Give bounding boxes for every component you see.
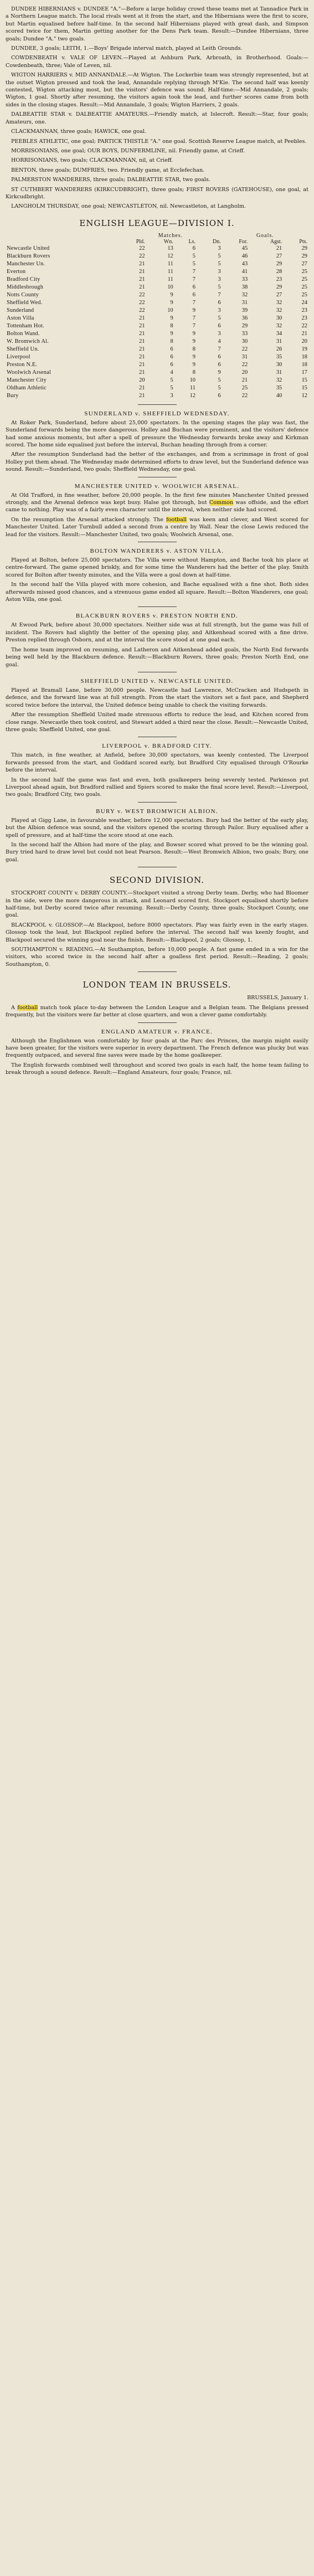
stat-cell: 30 (276, 315, 282, 321)
stat-cell: 31 (241, 299, 248, 306)
stat-cell: 5 (218, 284, 221, 290)
report-paragraph: After the resumption Sheffield United made strenuous efforts to reduce the lead, and Kitchen scored from close range. Newcastle then took control, and Stewart added a third near the close. Result:—Newcastle United, three goals; Sheffield United, one goal. (6, 712, 308, 733)
stat-cell: 6 (218, 353, 221, 360)
stat-cell: 7 (192, 299, 195, 306)
stat-cell: 25 (301, 268, 307, 275)
stat-cell: 6 (192, 245, 195, 251)
match-reports (6, 404, 308, 863)
stat-cell: 9 (170, 299, 173, 306)
stat-cell: 9 (170, 330, 173, 337)
team-name: Manchester Un. (7, 260, 45, 267)
stat-cell: 8 (192, 346, 195, 352)
report-paragraph: STOCKPORT COUNTY v. DERBY COUNTY.—Stockport visited a strong Derby team. Derby, who had Bloomer in the side, were the more dangerous in attack, and Leonard scored first. Stockport equalised shortly before half-time, but Derby scored twice after resuming. Result:—Derby County, three goals; Stockport County, one goal. (6, 890, 308, 919)
stat-cell: 30 (276, 361, 282, 368)
stat-cell: 9 (192, 338, 195, 345)
team-name: Bradford City (7, 276, 40, 282)
dateline: BRUSSELS, January 1. (247, 995, 308, 1001)
highlighted-term: football (166, 516, 187, 523)
stat-cell: 35 (276, 353, 282, 360)
text-run: A (11, 1004, 18, 1011)
report-paragraph: In the second half the Villa played with more cohesion, and Bache equalised with a fine shot. Both sides afterwards missed good chances, and a strenuous game ended all square. Result:—Bolton Wanderers, one goal; Aston Villa, one goal. (6, 582, 308, 603)
team-name: Woolwich Arsenal (7, 369, 51, 376)
stat-cell: 21 (139, 392, 145, 399)
match-heading: SHEFFIELD UNITED v. NEWCASTLE UNITED. (80, 677, 234, 685)
team-name: W. Bromwich Al. (7, 338, 49, 345)
stat-cell: 21 (139, 338, 145, 345)
report-paragraph: After the resumption Sunderland had the better of the exchanges, and from a scrimmage in front of goal Holley put them ahead. The Wednesday made determined efforts to draw level, but the Sunderland defence was sound. Result:—Sunderland, two goals; Sheffield Wednesday, one goal. (6, 451, 308, 473)
stat-cell: 22 (139, 245, 145, 251)
table-row (6, 253, 308, 260)
stat-cell: 22 (241, 392, 248, 399)
column-header: Wn. (163, 238, 173, 245)
report-paragraph: At Ewood Park, before about 30,000 spectators. Neither side was at full strength, but the game was full of incident. The Rovers had slightly the better of the opening play, and Aitkenhead scored with a fine drive. Preston replied through Osborn, and at the interval the score stood at one goal each. (6, 622, 308, 644)
stat-cell: 27 (276, 253, 282, 259)
stat-cell: 5 (170, 384, 173, 391)
stat-cell: 7 (192, 315, 195, 321)
stat-cell: 9 (192, 307, 195, 313)
stat-cell: 36 (241, 315, 248, 321)
stat-cell: 20 (241, 369, 248, 376)
table-row (6, 291, 308, 299)
table-row (6, 346, 308, 353)
stat-cell: 19 (301, 346, 307, 352)
stat-cell: 31 (276, 338, 282, 345)
stat-cell: 9 (192, 330, 195, 337)
team-name: Middlesbrough (7, 284, 44, 290)
report-paragraph: BLACKPOOL v. GLOSSOP.—At Blackpool, before 8000 spectators. Play was fairly even in the early stages. Glossop took the lead, but Blackpool replied before the interval. The second half was keenly fought, and Blackpool secured the winning goal near the finish. Result:—Blackpool, 2 goals; Glossop, 1. (6, 922, 308, 943)
team-name: Blackburn Rovers (7, 253, 50, 259)
report-paragraph: In the second half the Albion had more of the play, and Bowser scored what proved to be the winning goal. Bury tried hard to draw level but could not beat Pearson. Result:—West Bromwich Albion, two goals; Bury, one goal. (6, 842, 308, 863)
stat-cell: 21 (139, 346, 145, 352)
table-row (6, 369, 308, 377)
stat-cell: 21 (139, 268, 145, 275)
stat-cell: 3 (218, 245, 221, 251)
stat-cell: 6 (218, 299, 221, 306)
stat-cell: 23 (301, 315, 307, 321)
result-paragraph: LANGHOLM THURSDAY, one goal; NEWCASTLETON, nil. Newcastleton, at Langholm. (11, 203, 246, 210)
result-paragraph: CLACKMANNAN, three goals; HAWICK, one goal. (11, 128, 147, 135)
stat-cell: 39 (241, 307, 248, 313)
team-name: Newcastle United (7, 245, 50, 251)
stat-cell: 5 (170, 377, 173, 383)
league-table (6, 233, 308, 400)
stat-cell: 20 (139, 377, 145, 383)
league-table-group-header (6, 233, 308, 239)
stat-cell: 3 (170, 392, 173, 399)
stat-cell: 18 (301, 353, 307, 360)
stat-cell: 8 (192, 369, 195, 376)
stat-cell: 9 (170, 315, 173, 321)
result-paragraph: MORRISONIANS, one goal; OUR BOYS, DUNFERMLINE, nil. Friendly game, at Crieff. (11, 147, 245, 154)
team-name: Aston Villa (7, 315, 34, 321)
stat-cell: 3 (218, 276, 221, 282)
text-run: On the resumption the Arsenal attacked strongly. The (11, 516, 167, 523)
stat-cell: 21 (139, 315, 145, 321)
report-paragraph: This match, in fine weather, at Anfield, before 30,000 spectators, was keenly contested. The Liverpool forwards pressed from the start, and Goddard scored early, but Bradford City equalised through O'Rourke before the interval. (6, 752, 308, 774)
match-heading: BURY v. WEST BROMWICH ALBION. (96, 808, 218, 815)
column-header: Agst. (270, 238, 282, 245)
stat-cell: 25 (301, 276, 307, 282)
column-header: Dn. (213, 238, 221, 245)
stat-cell: 29 (301, 245, 307, 251)
stat-cell: 20 (301, 338, 307, 345)
team-name: Preston N.E. (7, 361, 38, 368)
stat-cell: 5 (218, 253, 221, 259)
stat-cell: 22 (301, 322, 307, 329)
stat-cell: 21 (139, 369, 145, 376)
report-paragraph: Played at Bramall Lane, before 30,000 people. Newcastle had Lawrence, McCracken and Hudspeth in defence, and the forward line was at full strength. From the start the visitors set a fast pace, and Shepherd scored twice before the interval, the United defence being unable to check the visiting forwards. (6, 687, 308, 708)
stat-cell: 5 (218, 260, 221, 267)
text-run: was keen and clever, and West scored for Manchester United. Later Turnbull added a second from a centre by Wall. Near the close Lewis reduced the lead for the visitors. Result:—Manchester United, two goals; Woolwich Arsenal, one. (6, 516, 308, 538)
stat-cell: 3 (218, 307, 221, 313)
stat-cell: 30 (241, 338, 248, 345)
divider (138, 971, 177, 972)
result-paragraph: DALBEATTIE STAR v. DALBEATTIE AMATEURS.—Friendly match, at Islecroft. Result:—Star, four goals; Amateurs, one. (6, 111, 308, 125)
stat-cell: 7 (218, 346, 221, 352)
league-table-body (6, 245, 308, 400)
stat-cell: 26 (276, 346, 282, 352)
stat-cell: 10 (167, 284, 173, 290)
stat-cell: 32 (276, 377, 282, 383)
divider (138, 802, 177, 803)
stat-cell: 6 (192, 291, 195, 298)
stat-cell: 22 (139, 253, 145, 259)
stat-cell: 31 (276, 369, 282, 376)
table-row (6, 315, 308, 322)
team-name: Notts County (7, 291, 39, 298)
brussels-heading: LONDON TEAM IN BRUSSELS. (83, 980, 231, 990)
stat-cell: 27 (276, 291, 282, 298)
stat-cell: 5 (218, 384, 221, 391)
table-row (6, 299, 308, 307)
team-name: Tottenham Hot. (7, 322, 44, 329)
report-paragraph (6, 1004, 308, 1019)
stat-cell: 11 (167, 276, 173, 282)
stat-cell: 32 (276, 322, 282, 329)
group-goals: Goals. (256, 232, 274, 239)
text-run: was offside, and the effort came to nothing. Play was of a fairly even character until the interval, when neither side had scored. (6, 500, 308, 513)
stat-cell: 33 (241, 330, 248, 337)
team-name: Bolton Wand. (7, 330, 40, 337)
stat-cell: 21 (139, 330, 145, 337)
stat-cell: 12 (301, 392, 307, 399)
stat-cell: 9 (192, 353, 195, 360)
stat-cell: 32 (241, 291, 248, 298)
stat-cell: 10 (167, 307, 173, 313)
stat-cell: 45 (241, 245, 248, 251)
stat-cell: 29 (301, 253, 307, 259)
stat-cell: 35 (276, 384, 282, 391)
stat-cell: 7 (192, 276, 195, 282)
result-paragraph: PALMERSTON WANDERERS, three goals; DALBEATTIE STAR, two goals. (11, 177, 210, 183)
table-row (6, 377, 308, 384)
result-paragraph: ST CUTHBERT WANDERERS (KIRKCUDBRIGHT), three goals; FIRST ROVERS (GATEHOUSE), one goal, at Kirkcudbright. (6, 186, 308, 200)
result-paragraph: COWDENBEATH v. VALE OF LEVEN.—Played at Ashburn Park, Arbroath, in Brotherhood. Goals:—Cowdenbeath, three; Vale of Leven, nil. (6, 55, 308, 69)
stat-cell: 7 (218, 291, 221, 298)
stat-cell: 28 (276, 268, 282, 275)
report-paragraph: Played at Bolton, before 25,000 spectators. The Villa were without Hampton, and Bache took his place at centre-forward. The game opened briskly, and for some time the Wanderers had the better of the play. Smith scored for Bolton after twenty minutes, and the Villa were a goal down at half-time. (6, 557, 308, 578)
column-header: Pts. (299, 238, 307, 245)
stat-cell: 11 (167, 260, 173, 267)
stat-cell: 17 (301, 369, 307, 376)
column-header: Ls. (188, 238, 195, 245)
stat-cell: 31 (241, 353, 248, 360)
stat-cell: 43 (241, 260, 248, 267)
stat-cell: 6 (218, 392, 221, 399)
team-name: Sheffield Un. (7, 346, 39, 352)
stat-cell: 6 (192, 284, 195, 290)
stat-cell: 3 (218, 330, 221, 337)
stat-cell: 11 (189, 384, 195, 391)
stat-cell: 21 (139, 322, 145, 329)
stat-cell: 5 (218, 315, 221, 321)
team-name: Manchester City (7, 377, 47, 383)
stat-cell: 24 (301, 299, 307, 306)
table-row (6, 353, 308, 361)
stat-cell: 38 (241, 284, 248, 290)
report-paragraph: SOUTHAMPTON v. READING.—At Southampton, before 10,000 people. A fast game ended in a win for the visitors, who scored twice in the second half after a goalless first period. Result:—Reading, 2 goals; Southampton, 0. (6, 947, 308, 968)
stat-cell: 11 (167, 268, 173, 275)
stat-cell: 25 (241, 384, 248, 391)
match-heading: BLACKBURN ROVERS v. PRESTON NORTH END. (75, 613, 239, 620)
stat-cell: 5 (192, 253, 195, 259)
stat-cell: 21 (301, 330, 307, 337)
league-table-column-header (6, 239, 308, 245)
stat-cell: 22 (139, 291, 145, 298)
table-row (6, 361, 308, 369)
match-heading: SUNDERLAND v. SHEFFIELD WEDNESDAY. (84, 410, 230, 417)
table-row (6, 276, 308, 284)
stat-cell: 21 (139, 384, 145, 391)
result-paragraph: WIGTON HARRIERS v. MID ANNANDALE.—At Wigton. The Lockerbie team was strongly represented, but at the outset Wigton pressed and took the lead, Annandale replying through M'Kie. The second half was keenly contested, Wigton attacking most, but the visitors' defence was sound. Half-time:—Mid Annandale, 2 goals; Wigton, 1 goal. Shortly after resuming, the visitors again took the lead, and further scores came from both sides in the closing stages. Result:—Mid Annandale, 3 goals; Wigton Harriers, 2 goals. (6, 72, 308, 108)
stat-cell: 23 (301, 307, 307, 313)
highlighted-term: Common (209, 500, 234, 506)
match-heading: MANCHESTER UNITED v. WOOLWICH ARSENAL. (74, 482, 240, 490)
stat-cell: 22 (241, 346, 248, 352)
column-header: Pld. (136, 238, 145, 245)
stat-cell: 25 (301, 284, 307, 290)
result-paragraph: DUNDEE HIBERNIANS v. DUNDEE "A."—Before a large holiday crowd these teams met at Tannadice Park in a Northern League match. The local rivals went at it from the start, and the Hibernians were the first to score, but Martin equalised before half-time. In the second half Hibernians played with great dash, and Simpson scored twice for them, Martin getting another for the Dens Park team. Result:—Dundee Hibernians, three goals; Dundee "A." two goals. (6, 6, 308, 42)
stat-cell: 21 (139, 260, 145, 267)
stat-cell: 21 (139, 284, 145, 290)
table-row (6, 245, 308, 253)
result-paragraph: DUNDEE, 3 goals; LEITH, 1.—Boys' Brigade interval match, played at Leith Grounds. (11, 45, 243, 52)
team-name: Everton (7, 268, 26, 275)
intro-results (6, 6, 308, 210)
stat-cell: 13 (167, 245, 173, 251)
stat-cell: 15 (301, 377, 307, 383)
stat-cell: 32 (276, 299, 282, 306)
stat-cell: 22 (241, 361, 248, 368)
table-row (6, 260, 308, 268)
stat-cell: 33 (241, 276, 248, 282)
table-row (6, 307, 308, 315)
report-paragraph: In the second half the game was fast and even, both goalkeepers being severely tested. Parkinson put Liverpool ahead again, but Bradford rallied and Spiers scored to make the final score level. Result:—Liverpool, two goals; Bradford City, two goals. (6, 777, 308, 798)
stat-cell: 18 (301, 361, 307, 368)
report-paragraph (6, 516, 308, 538)
report-paragraph: Although the Englishmen won comfortably by four goals at the Parc des Princes, the margin might easily have been greater, for the visitors were superior in every department. The French defence was plucky but was frequently outpaced, and several fine saves were made by the home goalkeeper. (6, 1037, 308, 1059)
table-row (6, 338, 308, 346)
stat-cell: 25 (301, 291, 307, 298)
stat-cell: 29 (276, 284, 282, 290)
result-paragraph: BENTON, three goals; DUMFRIES, two. Friendly game, at Ecclefechan. (11, 167, 205, 173)
report-paragraph: The English forwards combined well throughout and scored two goals in each half, the home team failing to break through a sound defence. Result:—England Amateurs, four goals; France, nil. (6, 1062, 308, 1076)
team-name: Oldham Athletic (7, 384, 47, 391)
stat-cell: 6 (170, 353, 173, 360)
stat-cell: 6 (170, 361, 173, 368)
stat-cell: 27 (301, 260, 307, 267)
table-row (6, 330, 308, 338)
stat-cell: 3 (218, 268, 221, 275)
stat-cell: 4 (218, 338, 221, 345)
match-heading: BOLTON WANDERERS v. ASTON VILLA. (90, 548, 224, 555)
team-name: Bury (7, 392, 19, 399)
stat-cell: 40 (276, 392, 282, 399)
stat-cell: 7 (192, 268, 195, 275)
divider (138, 1022, 177, 1023)
team-name: Sunderland (7, 307, 34, 313)
stat-cell: 6 (218, 361, 221, 368)
stat-cell: 29 (241, 322, 248, 329)
stat-cell: 46 (241, 253, 248, 259)
table-row (6, 268, 308, 276)
stat-cell: 34 (276, 330, 282, 337)
stat-cell: 21 (139, 361, 145, 368)
match-heading: LIVERPOOL v. BRADFORD CITY. (102, 743, 212, 750)
report-paragraph: Played at Gigg Lane, in favourable weather, before 12,000 spectators. Bury had the better of the early play, but the Albion defence was sound, and the visitors opened the scoring through Pailor. Bury equalised after a spell of pressure, and at half-time the score stood at one each. (6, 817, 308, 839)
stat-cell: 5 (218, 377, 221, 383)
stat-cell: 15 (301, 384, 307, 391)
stat-cell: 23 (276, 276, 282, 282)
league-table-heading: ENGLISH LEAGUE—DIVISION I. (79, 218, 235, 228)
column-header: For. (239, 238, 248, 245)
stat-cell: 32 (276, 307, 282, 313)
stat-cell: 9 (192, 361, 195, 368)
result-paragraph: PEEBLES ATHLETIC, one goal; PARTICK THISTLE "A." one goal. Scottish Reserve League match, at Peebles. (11, 138, 307, 145)
highlighted-term: football (17, 1004, 38, 1011)
table-row (6, 322, 308, 330)
stat-cell: 22 (139, 299, 145, 306)
stat-cell: 12 (189, 392, 195, 399)
text-run: At Old Trafford, in fine weather, before 20,000 people. In the first few minutes Manchester United pressed strongly, and the Arsenal defence was kept busy. Halse got through, but (6, 492, 308, 506)
table-row (6, 284, 308, 291)
stat-cell: 21 (276, 245, 282, 251)
stat-cell: 29 (276, 260, 282, 267)
report-paragraph (6, 492, 308, 514)
stat-cell: 6 (218, 322, 221, 329)
stat-cell: 6 (170, 346, 173, 352)
divider (138, 606, 177, 607)
stat-cell: 21 (241, 377, 248, 383)
team-name: Sheffield Wed. (7, 299, 43, 306)
stat-cell: 8 (170, 338, 173, 345)
result-paragraph: HORRISONIANS, two goals; CLACKMANNAN, nil, at Crieff. (11, 157, 173, 164)
stat-cell: 21 (139, 276, 145, 282)
stat-cell: 12 (167, 253, 173, 259)
stat-cell: 22 (139, 307, 145, 313)
stat-cell: 7 (192, 322, 195, 329)
divider (138, 404, 177, 405)
team-name: Liverpool (7, 353, 30, 360)
table-row (6, 384, 308, 392)
report-paragraph: At Roker Park, Sunderland, before about 25,000 spectators. In the opening stages the play was fast, the Sunderland forwards being the more dangerous. Holley and Buchan were prominent, and the visitors' defence had some anxious moments, but after a spell of pressure the Wednesday forwards broke away and Kirkman scored. The home side equalised just before the interval, Buchan heading through from a corner. (6, 419, 308, 448)
stat-cell: 8 (170, 322, 173, 329)
table-row (6, 392, 308, 400)
stat-cell: 4 (170, 369, 173, 376)
newspaper-page (6, 6, 308, 2565)
second-division-heading: SECOND DIVISION. (109, 875, 205, 886)
text-run: match took place to-day between the London League and a Belgian team. The Belgians pressed frequently, but the visitors were far better at close quarters, and won a clever game comfortably. (6, 1004, 308, 1019)
group-matches: Matches. (158, 232, 183, 239)
report-paragraph: The home team improved on resuming, and Latheron and Aitkenhead added goals, the North End forwards being well held by the Blackburn defence. Result:—Blackburn Rovers, three goals; Preston North End, one goal. (6, 646, 308, 668)
match-heading: ENGLAND AMATEUR v. FRANCE. (101, 1028, 213, 1035)
stat-cell: 9 (170, 291, 173, 298)
stat-cell: 41 (241, 268, 248, 275)
stat-cell: 10 (189, 377, 195, 383)
stat-cell: 9 (218, 369, 221, 376)
stat-cell: 5 (192, 260, 195, 267)
stat-cell: 21 (139, 353, 145, 360)
